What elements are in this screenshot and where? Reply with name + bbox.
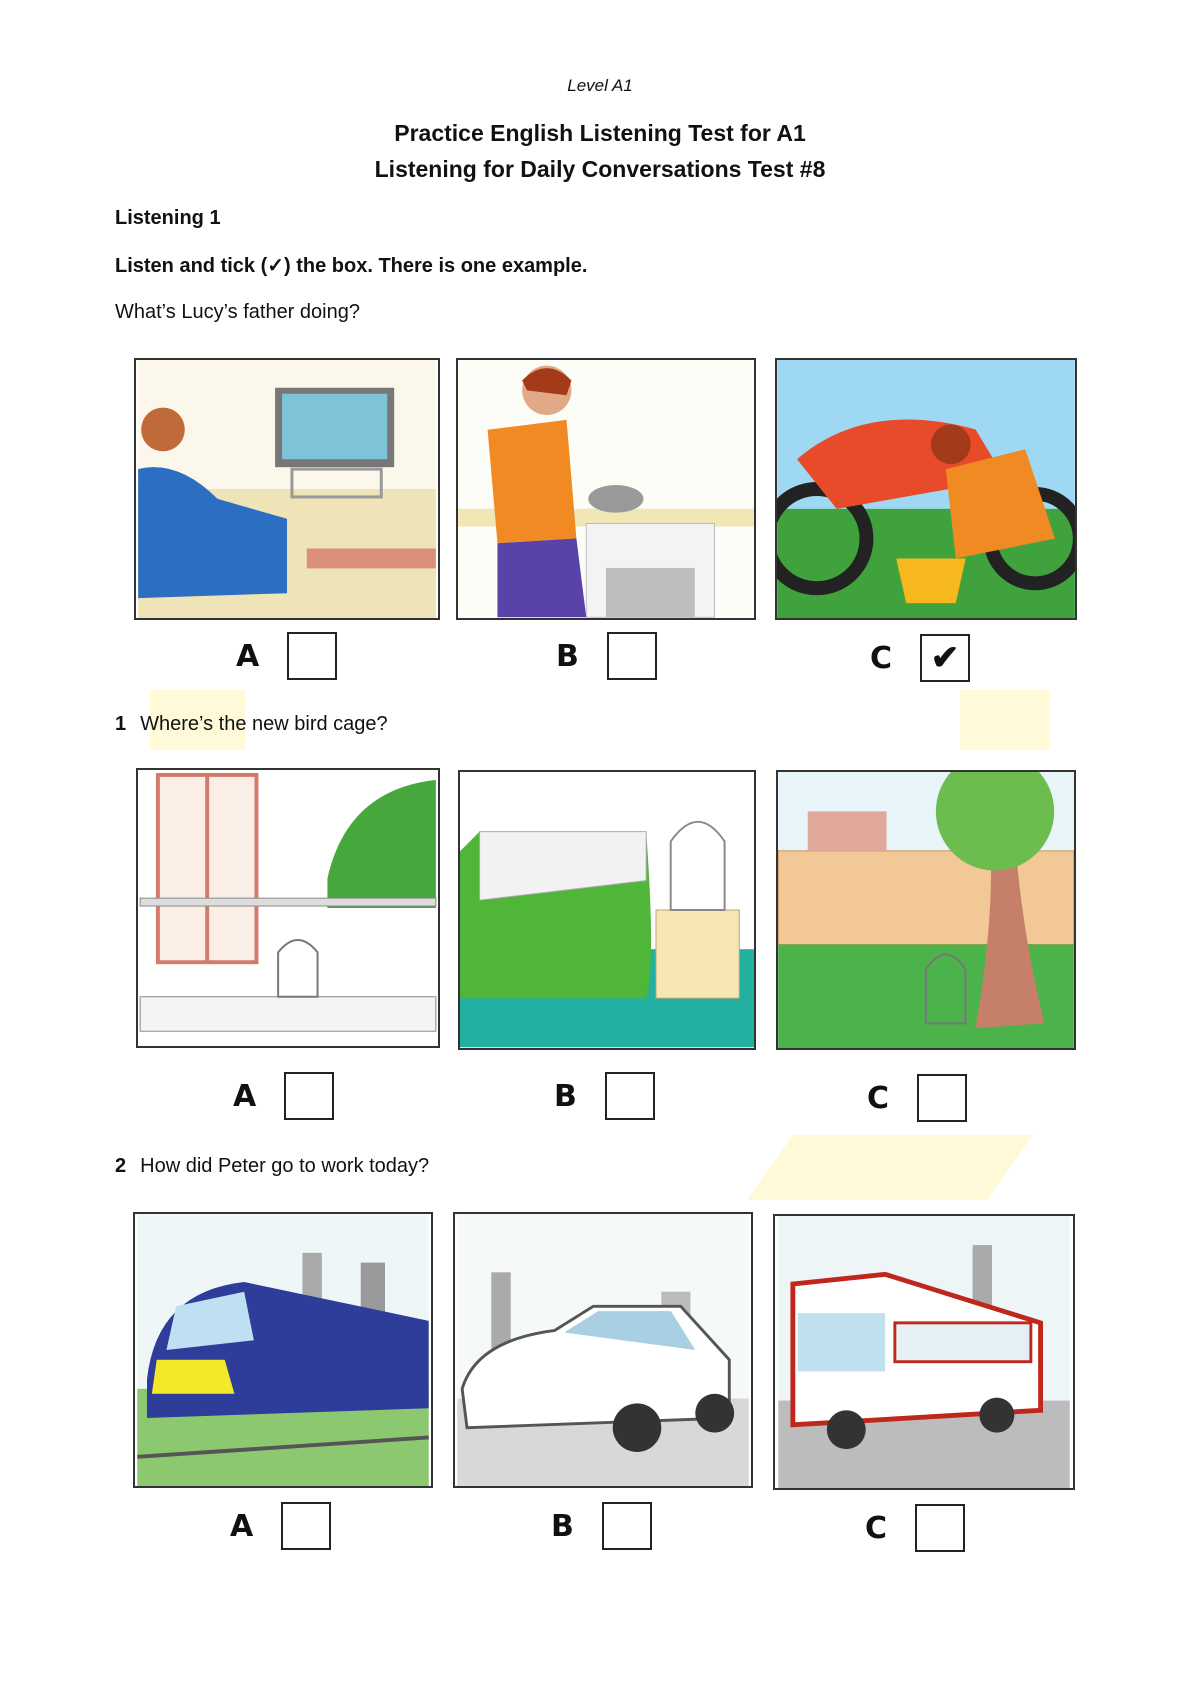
option-letter: B <box>554 1078 577 1114</box>
q1-option-a <box>233 1072 334 1120</box>
example-option-c <box>870 634 970 682</box>
picture-watching-tv <box>134 358 440 620</box>
q2-option-a <box>230 1502 331 1550</box>
picture-cage-balcony <box>136 768 440 1048</box>
watermark <box>960 690 1050 750</box>
example-option-a <box>236 632 337 680</box>
picture-cleaning-motorbike <box>775 358 1077 620</box>
page-subtitle: Listening for Daily Conversations Test #8 <box>374 156 826 182</box>
question-text: Where’s the new bird cage? <box>140 713 388 735</box>
picture-train <box>133 1212 433 1488</box>
q2-option-c <box>865 1504 965 1552</box>
example-question: What’s Lucy’s father doing? <box>115 301 360 323</box>
checkmark-icon: ✔ <box>930 639 960 677</box>
tick-box[interactable] <box>917 1074 967 1122</box>
tick-box[interactable] <box>605 1072 655 1120</box>
question-text: How did Peter go to work today? <box>140 1155 430 1177</box>
level-label: Level A1 <box>567 76 633 95</box>
example-option-b <box>556 632 657 680</box>
question-1 <box>115 713 388 736</box>
tick-box[interactable] <box>284 1072 334 1120</box>
tick-box[interactable] <box>602 1502 652 1550</box>
option-letter: A <box>233 1078 257 1114</box>
tick-box[interactable] <box>607 632 657 680</box>
page-title: Practice English Listening Test for A1 <box>394 120 806 146</box>
q1-option-c <box>867 1074 967 1122</box>
option-letter: A <box>236 638 260 674</box>
tick-box[interactable] <box>287 632 337 680</box>
picture-car <box>453 1212 753 1488</box>
picture-cage-garden <box>776 770 1076 1050</box>
option-letter: B <box>551 1508 574 1544</box>
picture-cooking <box>456 358 756 620</box>
tick-box[interactable] <box>281 1502 331 1550</box>
tick-box-checked[interactable] <box>920 634 970 682</box>
tick-box[interactable] <box>915 1504 965 1552</box>
watermark <box>747 1135 1033 1200</box>
option-letter: C <box>865 1510 888 1546</box>
section-heading: Listening 1 <box>115 207 221 229</box>
q2-option-b <box>551 1502 652 1550</box>
option-letter: B <box>556 638 579 674</box>
question-2 <box>115 1155 429 1178</box>
q1-option-b <box>554 1072 655 1120</box>
picture-cage-bedroom <box>458 770 756 1050</box>
instruction: Listen and tick (✓) the box. There is one example. <box>115 255 588 277</box>
question-number: 1 <box>115 713 127 735</box>
option-letter: C <box>870 640 893 676</box>
picture-bus <box>773 1214 1075 1490</box>
option-letter: A <box>230 1508 254 1544</box>
question-number: 2 <box>115 1155 127 1177</box>
option-letter: C <box>867 1080 890 1116</box>
